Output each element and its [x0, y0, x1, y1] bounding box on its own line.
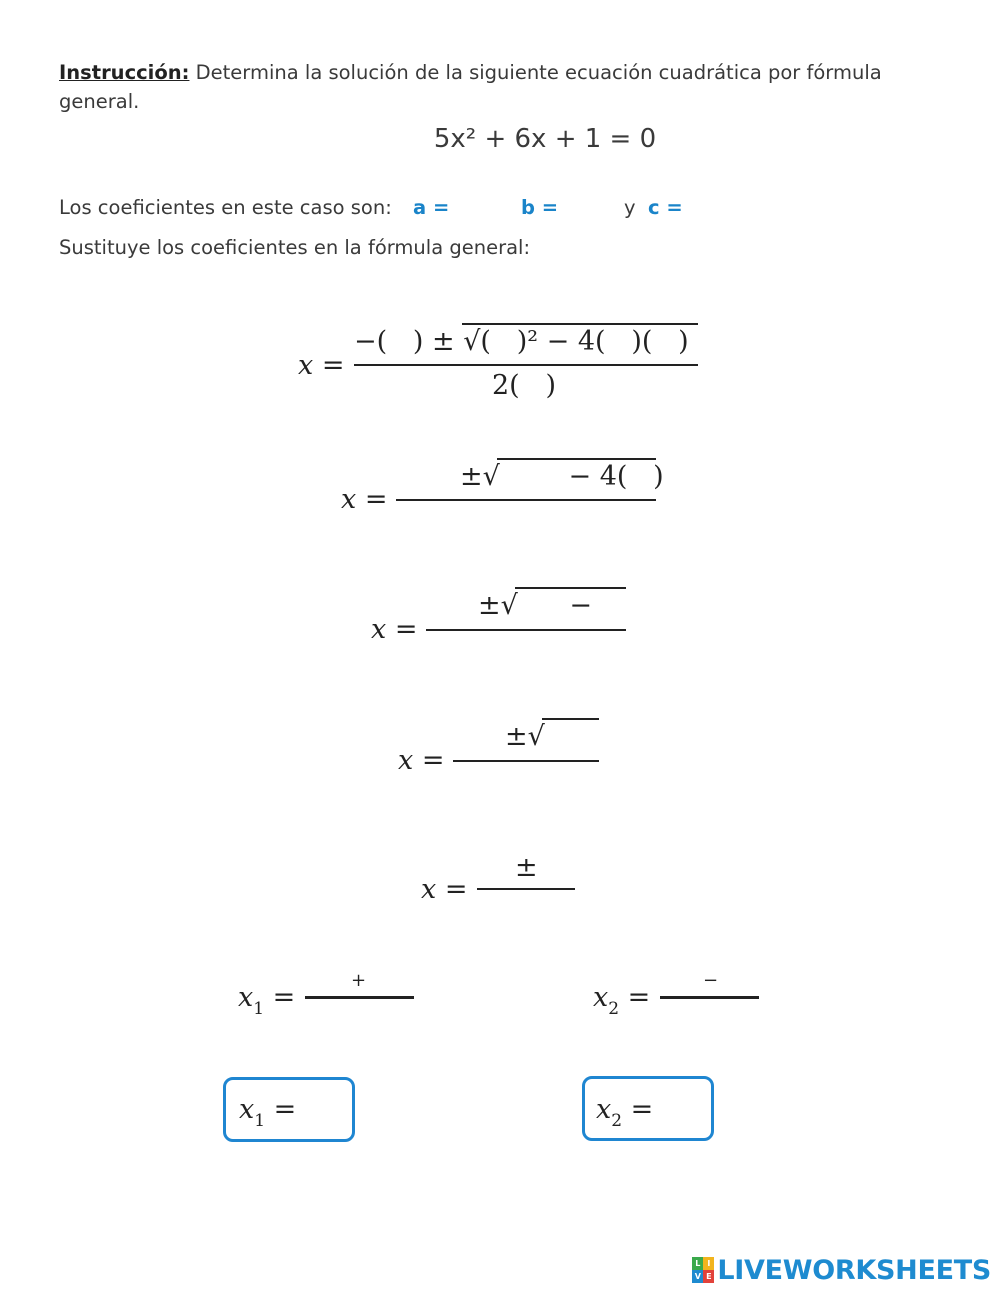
x1-answer-symbol: x: [239, 1094, 255, 1125]
liveworksheets-logo-icon: L I V E: [692, 1257, 714, 1283]
instruction-text: Determina la solución de la siguiente ecuación cuadrática por fórmula general.: [59, 61, 882, 113]
step5-x: x: [421, 874, 437, 905]
step3-x: x: [371, 614, 387, 645]
coef-connector: y: [624, 196, 636, 219]
x1-eq: =: [272, 982, 296, 1013]
step4-numerator: ±√: [505, 721, 545, 752]
x2-sign: −: [703, 970, 719, 991]
x1-answer-label: [239, 1094, 297, 1131]
x1-symbol: x: [238, 982, 254, 1013]
step4-fraction-bar: [453, 760, 599, 762]
coef-a-label: a =: [413, 196, 450, 219]
step1-fraction-bar: [354, 364, 698, 366]
step1-numerator: −( ) ± √( )² − 4( )( ): [354, 326, 689, 357]
step5-lhs: [421, 874, 467, 905]
liveworksheets-logo: [692, 1254, 991, 1286]
x2-answer-eq: =: [630, 1094, 654, 1125]
x1-answer-subscript: 1: [254, 1111, 266, 1131]
x2-subscript: 2: [608, 999, 620, 1019]
step2-x: x: [341, 484, 357, 515]
step5-numerator: ±: [515, 852, 538, 883]
coefficients-intro: Los coeficientes en este caso son:: [59, 196, 392, 219]
x1-subscript: 1: [253, 999, 265, 1019]
step2-eq: =: [364, 484, 388, 515]
x1-sign: +: [351, 970, 367, 991]
x1-answer-eq: =: [273, 1094, 297, 1125]
x1-answer-box[interactable]: [223, 1077, 355, 1142]
coefficients-line: [59, 196, 759, 222]
step3-radical-bar: [515, 587, 626, 589]
step1-x: x: [298, 350, 314, 381]
step4-lhs: [398, 745, 444, 776]
coef-b-label: b =: [521, 196, 559, 219]
step1-denominator: 2( ): [492, 370, 556, 401]
liveworksheets-logo-text: LIVEWORKSHEETS: [717, 1254, 991, 1286]
step4-x: x: [398, 745, 414, 776]
step3-lhs: [371, 614, 417, 645]
step4-eq: =: [421, 745, 445, 776]
x2-symbol: x: [593, 982, 609, 1013]
instruction: [59, 58, 939, 116]
step1-radical-bar: [462, 323, 698, 325]
x2-answer-symbol: x: [596, 1094, 612, 1125]
step1-eq: =: [321, 350, 345, 381]
step1-lhs: [298, 350, 344, 381]
step3-eq: =: [394, 614, 418, 645]
step3-fraction-bar: [426, 629, 626, 631]
x2-eq: =: [627, 982, 651, 1013]
x2-lhs: [593, 982, 651, 1019]
x1-fraction-bar: [305, 996, 414, 999]
x2-answer-box[interactable]: [582, 1076, 714, 1141]
coef-c-label: c =: [648, 196, 683, 219]
quadratic-equation: 5x² + 6x + 1 = 0: [433, 124, 657, 154]
step2-fraction-bar: [396, 499, 656, 501]
step2-numerator: ±√ − 4( ): [460, 461, 664, 492]
x2-answer-label: [596, 1094, 654, 1131]
substitute-instruction: Sustituye los coeficientes en la fórmula general:: [59, 236, 531, 259]
step2-radical-bar: [497, 458, 656, 460]
instruction-label: Instrucción:: [59, 61, 190, 84]
step5-fraction-bar: [477, 888, 575, 890]
step4-radical-bar: [542, 718, 599, 720]
x1-lhs: [238, 982, 296, 1019]
step3-numerator: ±√ −: [478, 590, 592, 621]
x2-fraction-bar: [660, 996, 759, 999]
x2-answer-subscript: 2: [611, 1111, 623, 1131]
step2-lhs: [341, 484, 387, 515]
step5-eq: =: [444, 874, 468, 905]
